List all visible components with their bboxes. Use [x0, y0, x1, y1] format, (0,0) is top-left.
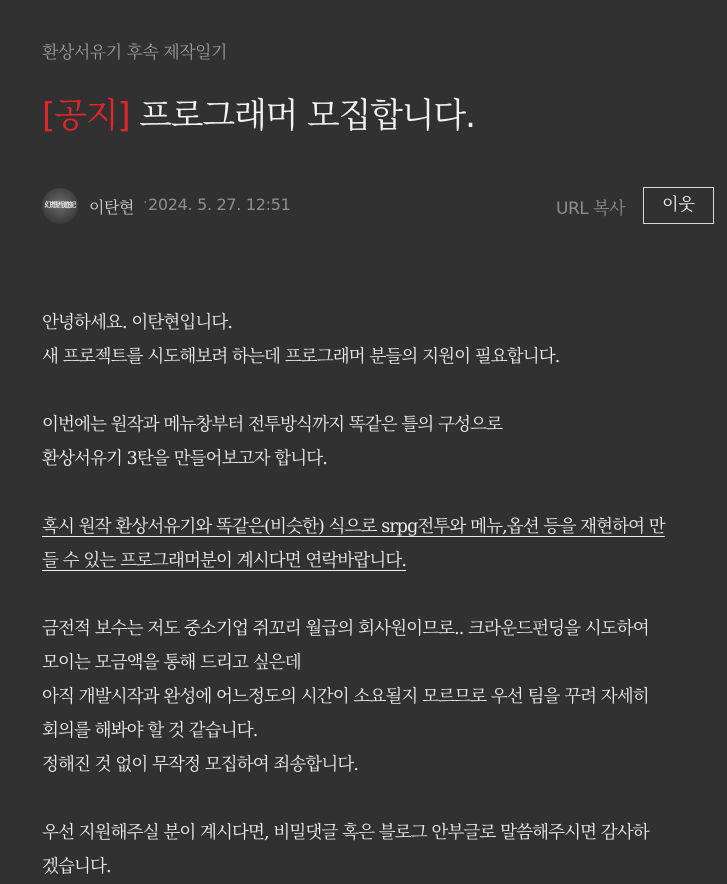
- content-line: 회의를 해봐야 할 것 같습니다.: [42, 721, 258, 741]
- post-content: [42, 306, 702, 884]
- content-line-underlined: 들 수 있는 프로그래머분이 계시다면 연락바랍니다.: [42, 551, 407, 571]
- content-line: 환상서유기 3탄을 만들어보고자 합니다.: [42, 449, 327, 469]
- add-neighbor-button[interactable]: 이웃: [643, 187, 714, 224]
- author-name[interactable]: 이탄현: [89, 198, 134, 217]
- content-line: 우선 지원해주실 분이 계시다면, 비밀댓글 혹은 블로그 안부글로 말씀해주시면 감사하: [42, 823, 649, 843]
- content-blank-line: [42, 476, 702, 510]
- content-line: 새 프로젝트를 시도해보려 하는데 프로그래머 분들의 지원이 필요합니다.: [42, 347, 560, 367]
- post-meta: [42, 187, 714, 225]
- post-date: 2024. 5. 27. 12:51: [148, 195, 291, 214]
- content-line: 금전적 보수는 저도 중소기업 쥐꼬리 월급의 회사원이므로.. 크라운드펀딩을 시도하여: [42, 619, 649, 639]
- content-line-underlined: 혹시 원작 환상서유기와 똑같은(비슷한) 식으로 srpg전투와 메뉴,옵션 등을 재현하여 만: [42, 517, 665, 537]
- notice-tag: [공지]: [42, 96, 130, 136]
- content-line: 이번에는 원작과 메뉴창부터 전투방식까지 똑같은 틀의 구성으로: [42, 415, 503, 435]
- author-avatar[interactable]: [42, 188, 78, 224]
- content-line: 겠습니다.: [42, 857, 111, 877]
- meta-separator: ·: [143, 195, 148, 211]
- content-line: 모이는 모금액을 통해 드리고 싶은데: [42, 653, 301, 673]
- content-blank-line: [42, 374, 702, 408]
- content-line: 안녕하세요. 이탄현입니다.: [42, 313, 233, 333]
- content-line: 아직 개발시작과 완성에 어느정도의 시간이 소요될지 모르므로 우선 팀을 꾸려 자세히: [42, 687, 649, 707]
- content-line: 정해진 것 없이 무작정 모집하여 죄송합니다.: [42, 755, 359, 775]
- avatar-logo-text: 幻想西遊記: [44, 201, 76, 209]
- content-blank-line: [42, 578, 702, 612]
- url-copy-button[interactable]: URL 복사: [556, 199, 625, 219]
- post-title: [42, 88, 475, 137]
- content-blank-line: [42, 782, 702, 816]
- post-title-text: 프로그래머 모집합니다.: [139, 96, 475, 136]
- category-link[interactable]: 환상서유기 후속 제작일기: [42, 43, 227, 63]
